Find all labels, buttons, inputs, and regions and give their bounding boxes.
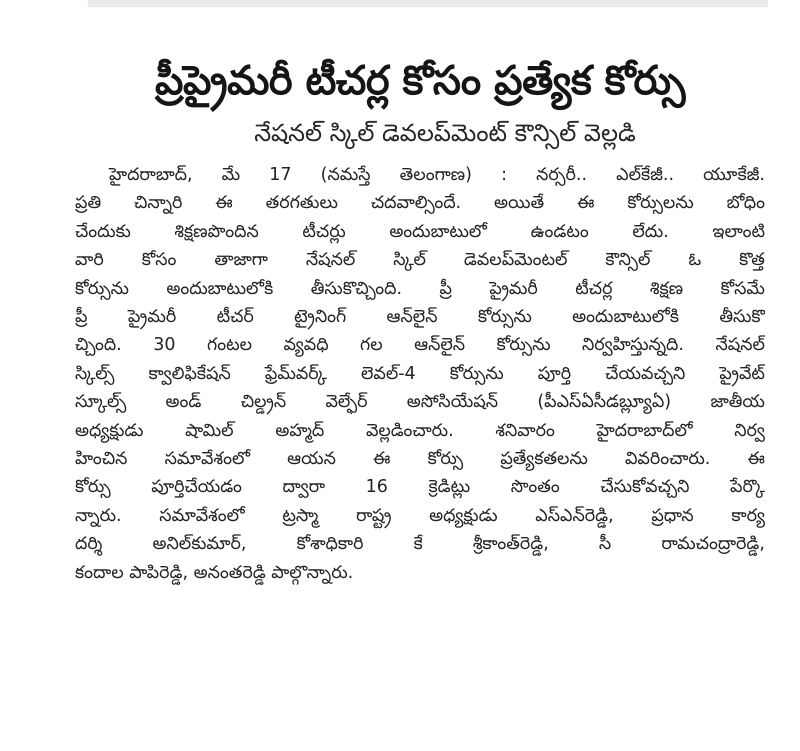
article-line: స్కిల్స్ క్వాలిఫికేషన్ ఫ్రేమ్‌వర్క్ లెవల్-4 కోర్సును పూర్తి చేయవచ్చని ప్రైవేట్ <box>75 363 765 384</box>
article-line: ప్రతి చిన్నారి ఈ తరగతులు చదవాల్సిందే. అయితే ఈ కోర్సులను బోధిం <box>75 193 765 214</box>
article-line: అధ్యక్షుడు షామిల్ అహ్మద్ వెల్లడించారు. శనివారం హైదరాబాద్‌లో నిర్వ <box>75 420 765 441</box>
article-headline: ప్రీప్రైమరీ టీచర్ల కోసం ప్రత్యేక కోర్సు <box>155 58 685 104</box>
newspaper-clipping <box>75 40 765 720</box>
article-line: న్నారు. సమావేశంలో ట్రస్మా రాష్ట్ర అధ్యక్షుడు ఎస్‌ఎన్‌రెడ్డి, ప్రధాన కార్య <box>75 505 765 526</box>
article-line: హైదరాబాద్, మే 17 (నమస్తే తెలంగాణ) : నర్సరీ.. ఎల్‌కేజీ.. యూకేజీ. <box>109 165 765 185</box>
article-line: ప్రీ ప్రైమరీ టీచర్ ట్రైనింగ్ ఆన్‌లైన్ కోర్సును అందుబాటులోకి తీసుకొ <box>75 307 765 328</box>
article-line: చేందుకు శిక్షణపొందిన టీచర్లు అందుబాటులో ఉండటం లేదు. ఇలాంటి <box>75 221 765 242</box>
article-body <box>75 161 765 587</box>
top-border-strip <box>88 0 768 7</box>
article-line: దర్శి అనిల్‌కుమార్, కోశాధికారి కే శ్రీకాంత్‌రెడ్డి, సీ రామచంద్రారెడ్డి, <box>75 534 765 555</box>
article-subheadline: నేషనల్ స్కిల్ డెవలప్‌మెంట్ కౌన్సిల్ వెల్లడి <box>254 119 636 147</box>
article-line: స్కూల్స్ అండ్ చిల్డ్రన్ వెల్ఫేర్ అసోసియేషన్ (పీఎస్‌ఏసీడబ్ల్యూఏ) జాతీయ <box>75 392 765 413</box>
article-line: కందాల పాపిరెడ్డి, అనంతరెడ్డి పాల్గొన్నారు. <box>75 562 354 583</box>
article-line: కోర్సు పూర్తిచేయడం ద్వారా 16 క్రెడిట్లు సొంతం చేసుకోవచ్చని పేర్కొ <box>75 477 765 498</box>
article-line: కోర్సును అందుబాటులోకి తీసుకొచ్చింది. ప్రీ ప్రైమరీ టీచర్ల శిక్షణ కోసమే <box>75 278 765 299</box>
article-line: చ్చింది. 30 గంటల వ్యవధి గల ఆన్‌లైన్ కోర్సును నిర్వహిస్తున్నది. నేషనల్ <box>75 335 765 356</box>
article-line: వారి కోసం తాజాగా నేషనల్ స్కిల్ డెవలప్‌మెంటల్ కౌన్సిల్ ఓ కొత్త <box>75 250 765 271</box>
article-line: హించిన సమావేశంలో ఆయన ఈ కోర్సు ప్రత్యేకతలను వివరించారు. ఈ <box>75 449 765 470</box>
